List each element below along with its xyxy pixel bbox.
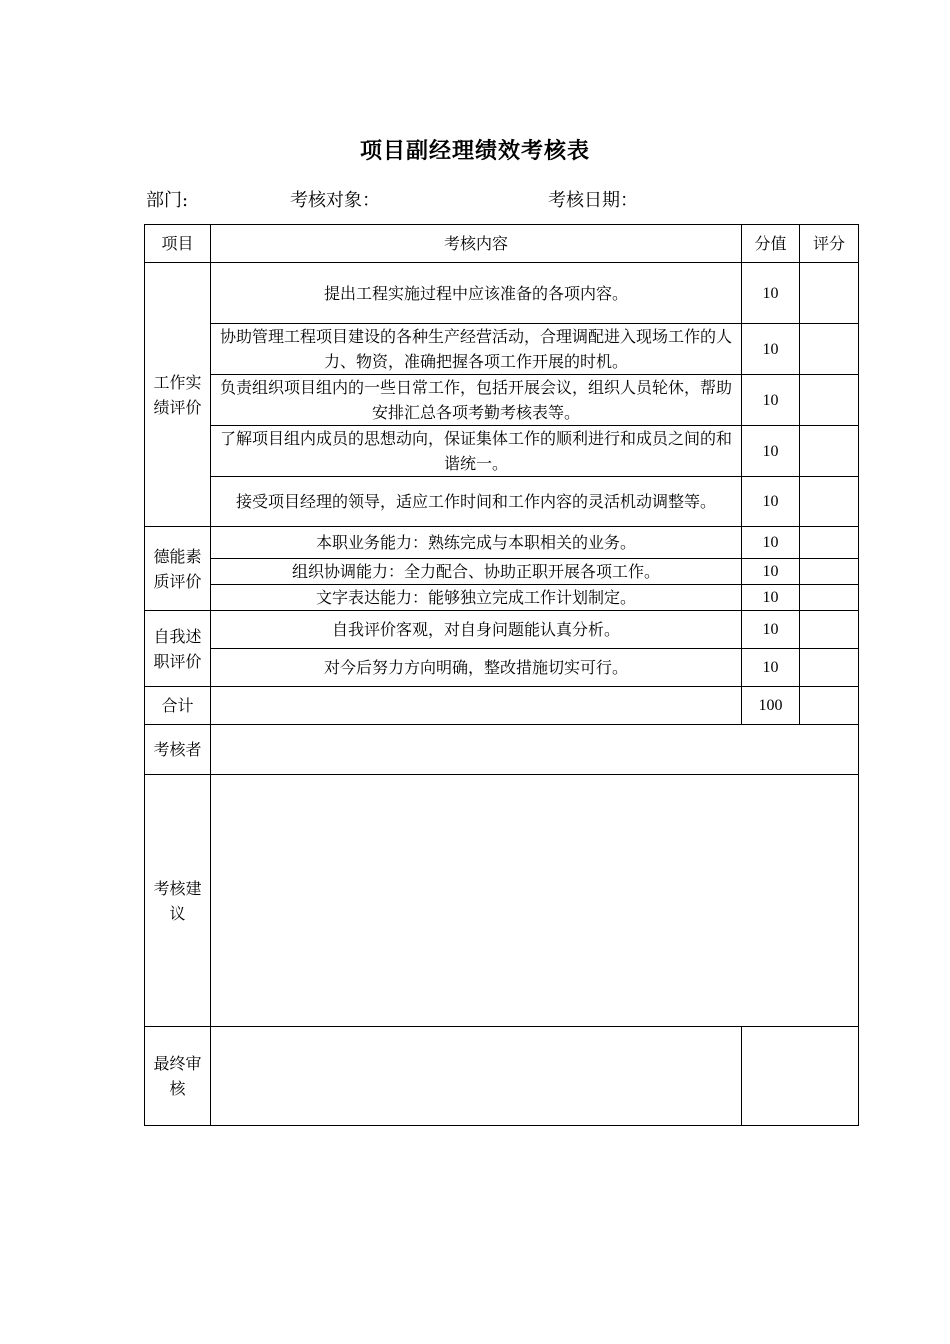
header-score-value: 分值 [742, 225, 800, 263]
score-value: 10 [742, 527, 800, 559]
category-self-report: 自我述职评价 [145, 611, 211, 687]
table-row [145, 477, 859, 527]
criterion-text: 组织协调能力：全力配合、协助正职开展各项工作。 [211, 559, 742, 585]
score-value: 10 [742, 324, 800, 375]
final-review-label: 最终审核 [145, 1027, 211, 1126]
rating-cell[interactable] [800, 477, 859, 527]
rating-cell[interactable] [800, 559, 859, 585]
header-rating: 评分 [800, 225, 859, 263]
rating-cell[interactable] [800, 426, 859, 477]
score-value: 10 [742, 263, 800, 324]
header-content: 考核内容 [211, 225, 742, 263]
category-moral-competence: 德能素质评价 [145, 527, 211, 611]
department-label: 部门: [146, 190, 189, 211]
score-value: 10 [742, 585, 800, 611]
criterion-text: 本职业务能力：熟练完成与本职相关的业务。 [211, 527, 742, 559]
rating-cell[interactable] [800, 263, 859, 324]
rating-cell[interactable] [800, 611, 859, 649]
criterion-text: 协助管理工程项目建设的各种生产经营活动，合理调配进入现场工作的人力、物资，准确把握各项工作开展的时机。 [211, 324, 742, 375]
table-row [145, 527, 859, 559]
table-row [145, 585, 859, 611]
assessment-target-label: 考核对象： [290, 190, 380, 211]
criterion-text: 负责组织项目组内的一些日常工作，包括开展会议，组织人员轮休，帮助安排汇总各项考勤考核表等。 [211, 375, 742, 426]
total-rating-cell[interactable] [800, 687, 859, 725]
total-row [145, 687, 859, 725]
rating-cell[interactable] [800, 649, 859, 687]
score-value: 10 [742, 649, 800, 687]
table-row [145, 263, 859, 324]
table-row [145, 375, 859, 426]
suggestion-label: 考核建议 [145, 775, 211, 1027]
criterion-text: 自我评价客观，对自身问题能认真分析。 [211, 611, 742, 649]
suggestion-cell[interactable] [211, 775, 859, 1027]
score-value: 10 [742, 477, 800, 527]
score-value: 10 [742, 375, 800, 426]
score-value: 10 [742, 611, 800, 649]
final-review-comment-cell[interactable] [211, 1027, 742, 1126]
table-row [145, 649, 859, 687]
criterion-text: 了解项目组内成员的思想动向，保证集体工作的顺利进行和成员之间的和谐统一。 [211, 426, 742, 477]
rating-cell[interactable] [800, 324, 859, 375]
criterion-text: 接受项目经理的领导，适应工作时间和工作内容的灵活机动调整等。 [211, 477, 742, 527]
table-row [145, 324, 859, 375]
assessor-cell[interactable] [211, 725, 859, 775]
rating-cell[interactable] [800, 585, 859, 611]
total-blank-cell [211, 687, 742, 725]
final-review-signature-cell[interactable] [742, 1027, 859, 1126]
category-work-performance: 工作实绩评价 [145, 263, 211, 527]
final-review-row [145, 1027, 859, 1126]
assessment-table [144, 224, 859, 1126]
table-header-row [145, 225, 859, 263]
total-score: 100 [742, 687, 800, 725]
score-value: 10 [742, 559, 800, 585]
assessor-row [145, 725, 859, 775]
page-title: 项目副经理绩效考核表 [359, 138, 590, 164]
suggestion-row [145, 775, 859, 1027]
criterion-text: 文字表达能力：能够独立完成工作计划制定。 [211, 585, 742, 611]
score-value: 10 [742, 426, 800, 477]
rating-cell[interactable] [800, 527, 859, 559]
header-item: 项目 [145, 225, 211, 263]
table-row [145, 426, 859, 477]
rating-cell[interactable] [800, 375, 859, 426]
criterion-text: 对今后努力方向明确，整改措施切实可行。 [211, 649, 742, 687]
table-row [145, 611, 859, 649]
assessment-date-label: 考核日期： [548, 190, 638, 211]
criterion-text: 提出工程实施过程中应该准备的各项内容。 [211, 263, 742, 324]
table-row [145, 559, 859, 585]
assessor-label: 考核者 [145, 725, 211, 775]
total-label: 合计 [145, 687, 211, 725]
